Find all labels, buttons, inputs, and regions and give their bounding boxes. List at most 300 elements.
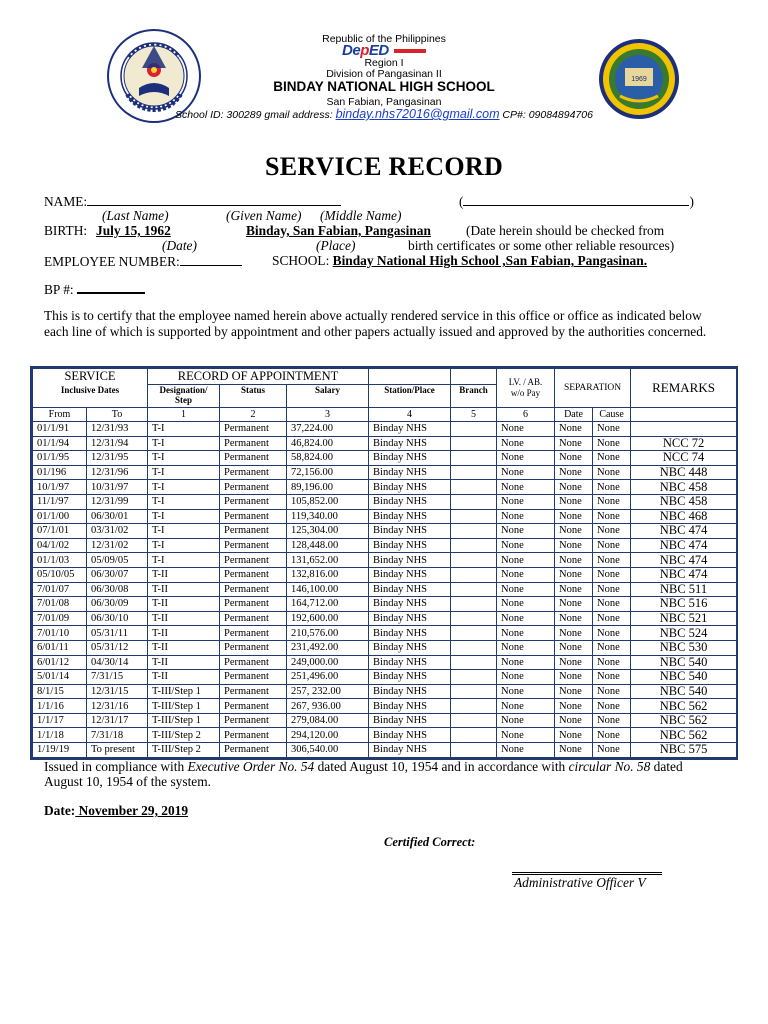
header-blank-1 (369, 369, 451, 385)
cell-remarks: NBC 540 (631, 670, 737, 685)
table-row (33, 626, 737, 641)
cell-status: Permanent (220, 465, 287, 480)
cell-station: Binday NHS (369, 728, 451, 743)
cell-lv-ab: None (497, 422, 555, 437)
header-lv-ab: LV. / AB. w/o Pay (497, 369, 555, 408)
cell-designation: T-II (148, 655, 220, 670)
table-row (33, 494, 737, 509)
cell-remarks: NBC 448 (631, 465, 737, 480)
cell-lv-ab: None (497, 567, 555, 582)
cell-station: Binday NHS (369, 626, 451, 641)
date-row (44, 803, 188, 819)
cell-from-date: 7/01/09 (33, 611, 87, 626)
cell-to-date: 05/31/11 (87, 626, 148, 641)
col-cause: Cause (593, 408, 631, 422)
cell-status: Permanent (220, 524, 287, 539)
school-seal-year: 1969 (631, 76, 647, 83)
cell-lv-ab: None (497, 436, 555, 451)
cell-designation: T-II (148, 597, 220, 612)
cell-status: Permanent (220, 494, 287, 509)
cell-remarks: NBC 474 (631, 553, 737, 568)
cell-from-date: 6/01/12 (33, 655, 87, 670)
cell-separation-cause: None (593, 670, 631, 685)
header-inclusive-dates: Inclusive Dates (33, 385, 148, 408)
cell-separation-date: None (555, 480, 593, 495)
cell-separation-cause: None (593, 597, 631, 612)
table-row (33, 567, 737, 582)
cell-designation: T-III/Step 1 (148, 684, 220, 699)
cell-to-date: 7/31/15 (87, 670, 148, 685)
cell-status: Permanent (220, 582, 287, 597)
cell-separation-date: None (555, 611, 593, 626)
cell-designation: T-I (148, 422, 220, 437)
table-row (33, 699, 737, 714)
col-remarks-blank (631, 408, 737, 422)
cell-from-date: 1/1/17 (33, 713, 87, 728)
cell-designation: T-I (148, 494, 220, 509)
cell-lv-ab: None (497, 626, 555, 641)
cell-salary: 105,852.00 (287, 494, 369, 509)
cell-status: Permanent (220, 626, 287, 641)
cell-status: Permanent (220, 451, 287, 466)
cell-branch (451, 743, 497, 758)
cell-station: Binday NHS (369, 436, 451, 451)
school-email-link[interactable]: binday.nhs72016@gmail.com (335, 107, 500, 121)
table-row (33, 480, 737, 495)
bp-blank (77, 280, 145, 294)
cell-status: Permanent (220, 743, 287, 758)
cell-status: Permanent (220, 597, 287, 612)
service-record-table (30, 366, 738, 760)
cell-from-date: 7/01/07 (33, 582, 87, 597)
sub-place: (Place) (316, 238, 356, 253)
cell-status: Permanent (220, 480, 287, 495)
cell-branch (451, 422, 497, 437)
cell-salary: 306,540.00 (287, 743, 369, 758)
cell-separation-cause: None (593, 611, 631, 626)
cell-from-date: 01/1/94 (33, 436, 87, 451)
alias-row (459, 193, 694, 210)
cell-salary: 89,196.00 (287, 480, 369, 495)
cell-to-date: 03/31/02 (87, 524, 148, 539)
table-row (33, 640, 737, 655)
cell-from-date: 01/1/91 (33, 422, 87, 437)
cell-from-date: 04/1/02 (33, 538, 87, 553)
cell-lv-ab: None (497, 684, 555, 699)
header-separation: SEPARATION (555, 369, 631, 408)
cell-branch (451, 480, 497, 495)
cell-status: Permanent (220, 684, 287, 699)
employee-number-blank (180, 253, 242, 266)
cell-lv-ab: None (497, 582, 555, 597)
col-to: To (87, 408, 148, 422)
cell-station: Binday NHS (369, 640, 451, 655)
cell-separation-cause: None (593, 436, 631, 451)
cell-separation-date: None (555, 553, 593, 568)
cell-designation: T-I (148, 480, 220, 495)
cell-designation: T-II (148, 611, 220, 626)
cell-lv-ab: None (497, 465, 555, 480)
cell-lv-ab: None (497, 713, 555, 728)
table-row (33, 743, 737, 758)
cell-station: Binday NHS (369, 509, 451, 524)
cell-station: Binday NHS (369, 611, 451, 626)
cell-separation-date: None (555, 524, 593, 539)
cell-designation: T-I (148, 509, 220, 524)
cell-branch (451, 655, 497, 670)
cell-branch (451, 451, 497, 466)
cell-salary: 119,340.00 (287, 509, 369, 524)
cell-from-date: 8/1/15 (33, 684, 87, 699)
cell-status: Permanent (220, 670, 287, 685)
cell-to-date: 05/31/12 (87, 640, 148, 655)
cell-station: Binday NHS (369, 699, 451, 714)
cell-branch (451, 567, 497, 582)
table-row (33, 728, 737, 743)
cell-separation-cause: None (593, 524, 631, 539)
cell-designation: T-II (148, 626, 220, 641)
col-4: 4 (369, 408, 451, 422)
cell-salary: 146,100.00 (287, 582, 369, 597)
cell-to-date: 05/09/05 (87, 553, 148, 568)
cell-separation-cause: None (593, 699, 631, 714)
deped-wordmark-logo: DepED (342, 44, 426, 58)
cell-separation-cause: None (593, 465, 631, 480)
cell-from-date: 1/1/16 (33, 699, 87, 714)
cell-separation-date: None (555, 582, 593, 597)
cell-status: Permanent (220, 509, 287, 524)
cell-remarks: NBC 524 (631, 626, 737, 641)
cell-to-date: 7/31/18 (87, 728, 148, 743)
issued-line-2: August 10, 1954 of the system. (44, 774, 212, 789)
cell-lv-ab: None (497, 494, 555, 509)
cell-to-date: 12/31/93 (87, 422, 148, 437)
cell-salary: 164,712.00 (287, 597, 369, 612)
cell-station: Binday NHS (369, 597, 451, 612)
table-row (33, 611, 737, 626)
cell-from-date: 7/01/08 (33, 597, 87, 612)
school-location: San Fabian, Pangasinan (326, 96, 442, 108)
header-salary: Salary (287, 385, 369, 408)
cell-remarks: NBC 474 (631, 524, 737, 539)
cell-separation-cause: None (593, 728, 631, 743)
col-date: Date (555, 408, 593, 422)
sub-middle-name: (Middle Name) (320, 208, 402, 223)
cell-branch (451, 436, 497, 451)
cell-to-date: 06/30/07 (87, 567, 148, 582)
cell-designation: T-II (148, 582, 220, 597)
cell-separation-cause: None (593, 684, 631, 699)
cell-from-date: 10/1/97 (33, 480, 87, 495)
cell-station: Binday NHS (369, 655, 451, 670)
cell-branch (451, 640, 497, 655)
cell-designation: T-III/Step 2 (148, 728, 220, 743)
issued-text-2: dated August 10, 1954 and in accordance with (314, 759, 569, 774)
school-cp-label: CP#: 09084894706 (499, 109, 593, 121)
cell-separation-date: None (555, 626, 593, 641)
cell-salary: 125,304.00 (287, 524, 369, 539)
cell-separation-date: None (555, 567, 593, 582)
table-row (33, 465, 737, 480)
header-remarks: REMARKS (631, 369, 737, 408)
cell-station: Binday NHS (369, 480, 451, 495)
cell-station: Binday NHS (369, 524, 451, 539)
cell-status: Permanent (220, 422, 287, 437)
cell-separation-cause: None (593, 655, 631, 670)
cell-lv-ab: None (497, 538, 555, 553)
table-row (33, 436, 737, 451)
cell-station: Binday NHS (369, 553, 451, 568)
cell-status: Permanent (220, 640, 287, 655)
cell-station: Binday NHS (369, 451, 451, 466)
school-seal-logo (598, 38, 680, 120)
cell-remarks: NBC 468 (631, 509, 737, 524)
cell-from-date: 01/196 (33, 465, 87, 480)
cell-status: Permanent (220, 655, 287, 670)
cell-branch (451, 670, 497, 685)
cell-status: Permanent (220, 436, 287, 451)
cell-branch (451, 538, 497, 553)
cell-lv-ab: None (497, 509, 555, 524)
cell-remarks: NBC 474 (631, 567, 737, 582)
header-branch: Branch (451, 385, 497, 408)
cell-from-date: 01/1/00 (33, 509, 87, 524)
cell-to-date: 06/30/09 (87, 597, 148, 612)
cell-remarks: NCC 74 (631, 451, 737, 466)
cell-lv-ab: None (497, 670, 555, 685)
cell-remarks: NCC 72 (631, 436, 737, 451)
cell-remarks: NBC 540 (631, 655, 737, 670)
cell-to-date: 12/31/99 (87, 494, 148, 509)
cell-branch (451, 713, 497, 728)
cell-salary: 37,224.00 (287, 422, 369, 437)
cell-to-date: 12/31/16 (87, 699, 148, 714)
cell-from-date: 5/01/14 (33, 670, 87, 685)
name-blank (87, 193, 341, 206)
cell-from-date: 1/19/19 (33, 743, 87, 758)
header-status: Status (220, 385, 287, 408)
administrative-officer: Administrative Officer V (514, 875, 646, 890)
cell-status: Permanent (220, 728, 287, 743)
paren-close: ) (689, 194, 694, 209)
cell-separation-date: None (555, 422, 593, 437)
issued-line-1 (44, 759, 683, 775)
paren-open: ( (459, 194, 464, 209)
school-row (272, 253, 647, 269)
bp-label: BP #: (44, 282, 77, 297)
cell-branch (451, 728, 497, 743)
cell-to-date: 12/31/17 (87, 713, 148, 728)
issued-circular: circular No. 58 (568, 759, 651, 774)
cell-salary: 210,576.00 (287, 626, 369, 641)
table-row (33, 553, 737, 568)
cell-salary: 192,600.00 (287, 611, 369, 626)
cell-separation-cause: None (593, 509, 631, 524)
cell-branch (451, 597, 497, 612)
cell-salary: 267, 936.00 (287, 699, 369, 714)
cell-status: Permanent (220, 611, 287, 626)
cell-station: Binday NHS (369, 538, 451, 553)
cell-remarks: NBC 458 (631, 480, 737, 495)
cell-salary: 294,120.00 (287, 728, 369, 743)
cell-separation-cause: None (593, 567, 631, 582)
cell-salary: 131,652.00 (287, 553, 369, 568)
cell-lv-ab: None (497, 640, 555, 655)
cell-to-date: 06/30/08 (87, 582, 148, 597)
cell-separation-date: None (555, 640, 593, 655)
header-station-place: Station/Place (369, 385, 451, 408)
header-blank-2 (451, 369, 497, 385)
cell-lv-ab: None (497, 611, 555, 626)
cell-station: Binday NHS (369, 743, 451, 758)
page-title: SERVICE RECORD (264, 152, 504, 181)
cell-branch (451, 684, 497, 699)
certified-correct: Certified Correct: (384, 835, 476, 849)
date-label: Date: (44, 803, 76, 818)
table-row (33, 451, 737, 466)
cell-lv-ab: None (497, 655, 555, 670)
cell-branch (451, 524, 497, 539)
cell-designation: T-I (148, 524, 220, 539)
cell-station: Binday NHS (369, 713, 451, 728)
cell-from-date: 6/01/11 (33, 640, 87, 655)
cell-status: Permanent (220, 553, 287, 568)
table-row (33, 422, 737, 437)
cell-separation-date: None (555, 743, 593, 758)
cell-to-date: 12/31/15 (87, 684, 148, 699)
birth-label: BIRTH: (44, 223, 88, 238)
cell-salary: 72,156.00 (287, 465, 369, 480)
cell-separation-cause: None (593, 494, 631, 509)
cell-to-date: 12/31/95 (87, 451, 148, 466)
cell-separation-date: None (555, 713, 593, 728)
signature-line (512, 872, 662, 873)
cell-remarks: NBC 530 (631, 640, 737, 655)
cell-separation-date: None (555, 597, 593, 612)
col-1: 1 (148, 408, 220, 422)
school-name: BINDAY NATIONAL HIGH SCHOOL (273, 79, 495, 94)
cell-separation-cause: None (593, 713, 631, 728)
school-value: Binday National High School ,San Fabian, Pangasinan. (332, 253, 648, 268)
cell-to-date: 10/31/97 (87, 480, 148, 495)
cell-remarks: NBC 511 (631, 582, 737, 597)
cell-designation: T-I (148, 553, 220, 568)
header-record-of-appointment: RECORD OF APPOINTMENT (148, 369, 369, 385)
col-from: From (33, 408, 87, 422)
cell-separation-cause: None (593, 626, 631, 641)
cell-designation: T-II (148, 640, 220, 655)
table-row (33, 524, 737, 539)
employee-row (44, 253, 242, 270)
cell-salary: 251,496.00 (287, 670, 369, 685)
table-row (33, 538, 737, 553)
cell-branch (451, 494, 497, 509)
col-3: 3 (287, 408, 369, 422)
cell-separation-date: None (555, 494, 593, 509)
cell-station: Binday NHS (369, 494, 451, 509)
cell-separation-date: None (555, 728, 593, 743)
cell-status: Permanent (220, 699, 287, 714)
sub-date: (Date) (162, 238, 197, 253)
cell-separation-date: None (555, 684, 593, 699)
cell-from-date: 07/1/01 (33, 524, 87, 539)
table-row (33, 713, 737, 728)
name-label: NAME: (44, 194, 88, 209)
col-2: 2 (220, 408, 287, 422)
cell-from-date: 7/01/10 (33, 626, 87, 641)
employee-number-label: EMPLOYEE NUMBER: (44, 254, 180, 269)
table-row (33, 582, 737, 597)
cell-station: Binday NHS (369, 465, 451, 480)
cell-remarks: NBC 562 (631, 713, 737, 728)
cell-remarks: NBC 458 (631, 494, 737, 509)
cell-branch (451, 626, 497, 641)
cell-station: Binday NHS (369, 567, 451, 582)
birth-date: July 15, 1962 (96, 223, 171, 238)
cell-salary: 231,492.00 (287, 640, 369, 655)
cell-separation-date: None (555, 451, 593, 466)
cell-branch (451, 699, 497, 714)
alias-blank (463, 193, 689, 206)
cell-remarks: NBC 575 (631, 743, 737, 758)
cell-from-date: 11/1/97 (33, 494, 87, 509)
cell-designation: T-III/Step 2 (148, 743, 220, 758)
cell-from-date: 1/1/18 (33, 728, 87, 743)
division-line: Division of Pangasinan II (326, 68, 442, 80)
cell-from-date: 05/10/05 (33, 567, 87, 582)
cell-station: Binday NHS (369, 670, 451, 685)
cell-lv-ab: None (497, 553, 555, 568)
cell-separation-cause: None (593, 538, 631, 553)
cell-separation-cause: None (593, 553, 631, 568)
issued-text-3: dated (650, 759, 683, 774)
cell-lv-ab: None (497, 728, 555, 743)
cell-designation: T-I (148, 538, 220, 553)
table-row (33, 509, 737, 524)
cell-remarks: NBC 562 (631, 728, 737, 743)
cell-to-date: 04/30/14 (87, 655, 148, 670)
cell-remarks: NBC 516 (631, 597, 737, 612)
cell-designation: T-III/Step 1 (148, 713, 220, 728)
cell-to-date: 06/30/01 (87, 509, 148, 524)
cell-separation-cause: None (593, 451, 631, 466)
cell-designation: T-I (148, 465, 220, 480)
cell-separation-date: None (555, 509, 593, 524)
cell-separation-date: None (555, 538, 593, 553)
cell-to-date: 06/30/10 (87, 611, 148, 626)
school-label: SCHOOL: (272, 253, 333, 268)
cell-separation-cause: None (593, 743, 631, 758)
cell-salary: 58,824.00 (287, 451, 369, 466)
table-row (33, 597, 737, 612)
cell-designation: T-II (148, 567, 220, 582)
birth-note-2: birth certificates or some other reliable resources) (408, 238, 675, 253)
cell-to-date: 12/31/96 (87, 465, 148, 480)
cell-branch (451, 611, 497, 626)
cell-designation: T-III/Step 1 (148, 699, 220, 714)
cell-station: Binday NHS (369, 422, 451, 437)
cell-separation-cause: None (593, 480, 631, 495)
cell-branch (451, 553, 497, 568)
cell-separation-cause: None (593, 640, 631, 655)
table-row (33, 655, 737, 670)
bp-row (44, 280, 145, 298)
cell-status: Permanent (220, 713, 287, 728)
cell-remarks (631, 422, 737, 437)
table-row (33, 670, 737, 685)
cell-to-date: 12/31/02 (87, 538, 148, 553)
birth-place: Binday, San Fabian, Pangasinan (246, 223, 431, 238)
